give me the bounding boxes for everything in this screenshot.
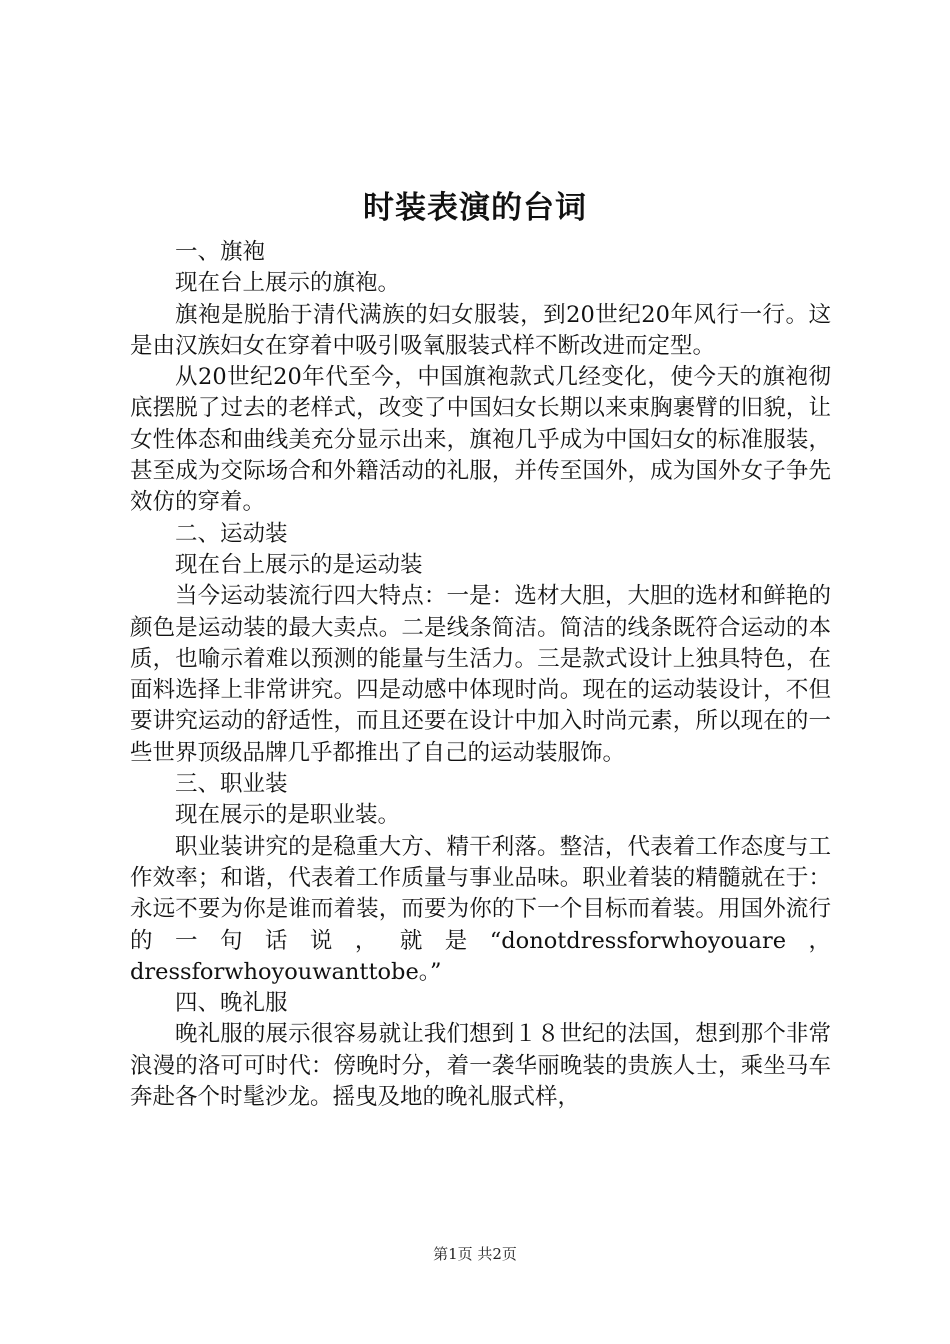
document-title: 时装表演的台词 bbox=[363, 190, 587, 226]
section-heading-evening-dress: 四、晚礼服 bbox=[175, 990, 288, 1017]
paragraph: 现在台上展示的是运动装 bbox=[175, 551, 423, 578]
paragraph: 当今运动装流行四大特点：一是：选材大胆，大胆的选材和鲜艳的颜色是运动装的最大卖点。二是线条简洁。简洁的线条既符合运动的本质，也喻示着难以预测的能量与生活力。三是款式设计上独具特色，在面料选择上非常讲究。四是动感中体现时尚。现在的运动装设计，不但要讲究运动的舒适性，而且还要在设计中加入时尚元素，所以现在的一些世界顶级品牌几乎都推出了自己的运动装服饰。 bbox=[130, 583, 831, 766]
paragraph: 现在台上展示的旗袍。 bbox=[175, 270, 401, 297]
paragraph: 现在展示的是职业装。 bbox=[175, 802, 401, 829]
paragraph: 从20世纪20年代至今，中国旗袍款式几经变化，使今天的旗袍彻底摆脱了过去的老样式，改变了中国妇女长期以来束胸裹臂的旧貌，让女性体态和曲线美充分显示出来，旗袍几乎成为中国妇女的标准服装，甚至成为交际场合和外籍活动的礼服，并传至国外，成为国外女子争先效仿的穿着。 bbox=[130, 364, 831, 516]
page-footer: 第1页 共2页 bbox=[433, 1245, 517, 1263]
section-heading-sportswear: 二、运动装 bbox=[175, 520, 288, 547]
section-heading-qipao: 一、旗袍 bbox=[175, 239, 266, 265]
section-heading-workwear: 三、职业装 bbox=[175, 771, 288, 798]
paragraph: 旗袍是脱胎于清代满族的妇女服装，到20世纪20年风行一行。这是由汉族妇女在穿着中吸引吸氧服装式样不断改进而定型。 bbox=[130, 301, 831, 359]
document-body bbox=[130, 237, 831, 1113]
paragraph: 职业装讲究的是稳重大方、精干利落。整洁，代表着工作态度与工作效率；和谐，代表着工作质量与事业品味。职业着装的精髓就在于：永远不要为你是谁而着装，而要为你的下一个目标而着装。用国外流行的一句话说，就是“donotdressforwhoyouare，dressforwhoyouwanttobe。” bbox=[130, 833, 831, 985]
paragraph: 晚礼服的展示很容易就让我们想到１８世纪的法国，想到那个非常浪漫的洛可可时代：傍晚时分，着一袭华丽晚装的贵族人士，乘坐马车奔赴各个时髦沙龙。摇曳及地的晚礼服式样， bbox=[130, 1021, 831, 1111]
